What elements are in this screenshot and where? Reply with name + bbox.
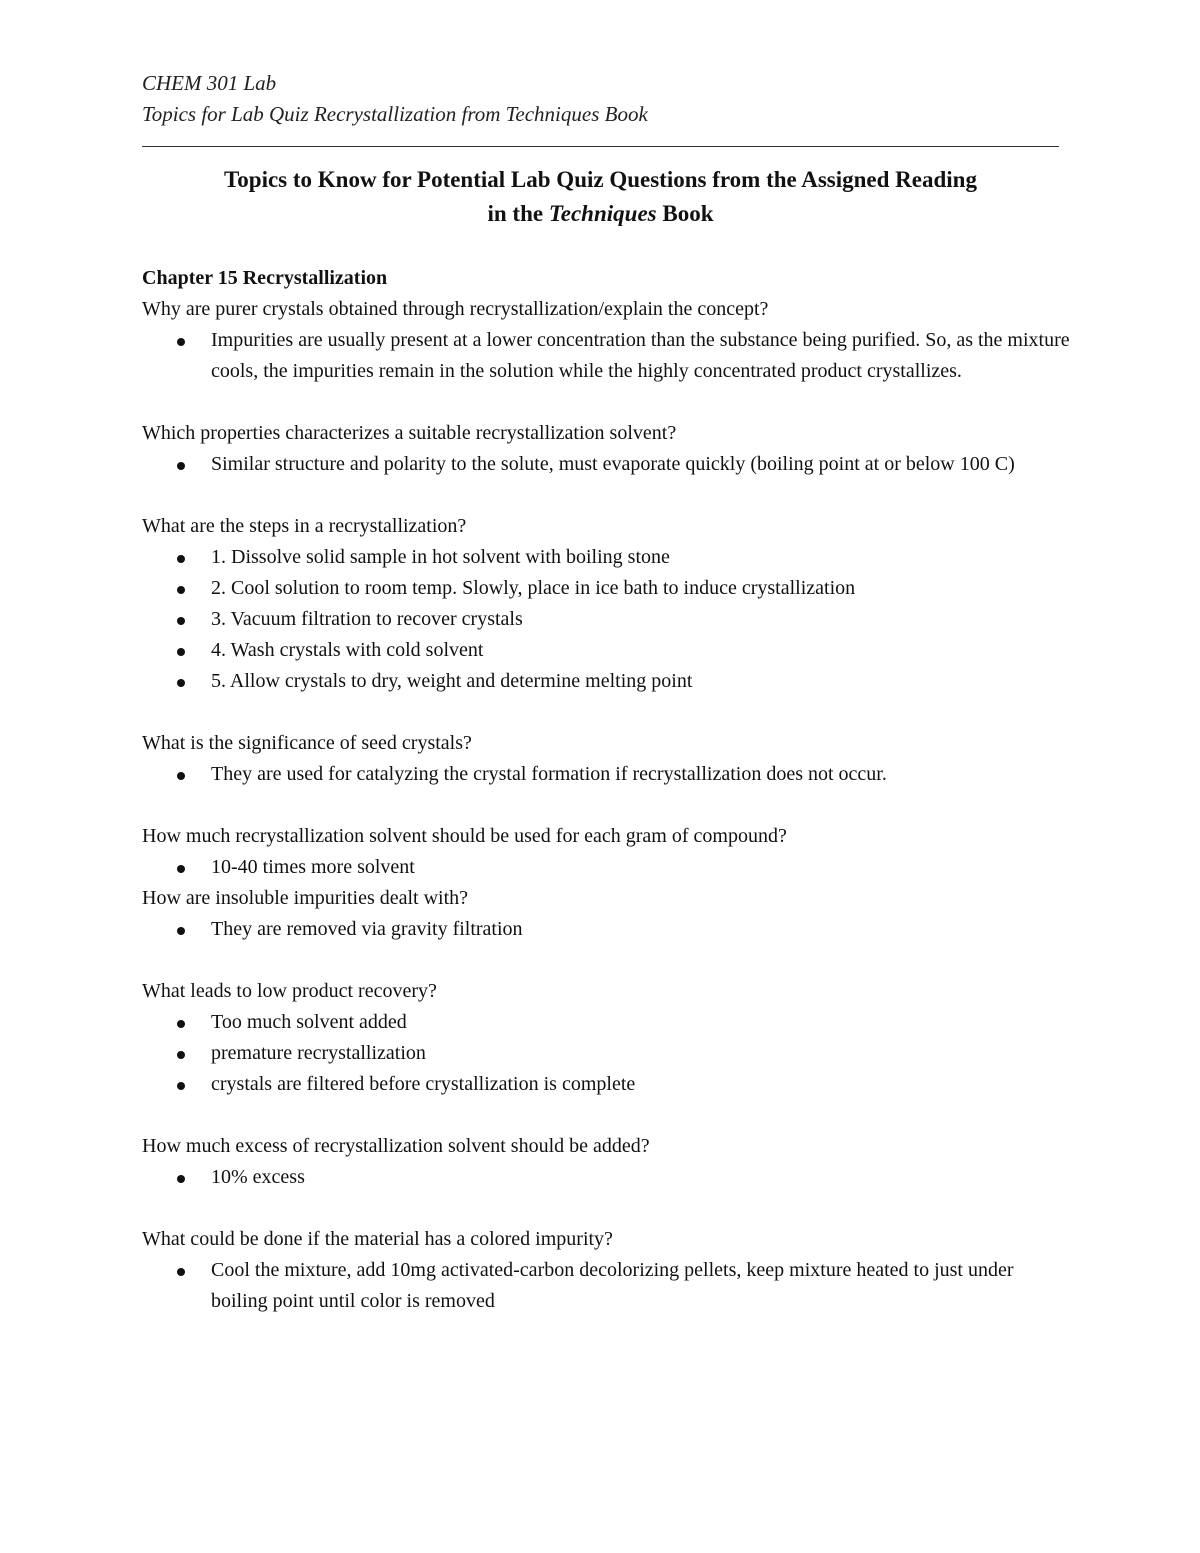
answer-text: crystals are filtered before crystallization is complete [211, 1073, 636, 1095]
question: How much excess of recrystallization solvent should be added? [142, 1135, 650, 1157]
title-book-name: Techniques [548, 201, 657, 226]
course-name: CHEM 301 Lab [142, 71, 277, 95]
title-line-2-prefix: in the [487, 201, 549, 226]
list-item [142, 449, 1072, 480]
document-body [142, 263, 1072, 1317]
list-item [142, 1038, 1072, 1069]
bullet-icon [177, 338, 185, 346]
spacer [142, 1193, 1072, 1224]
spacer [142, 387, 1072, 418]
title-line-2 [142, 197, 1059, 231]
title-line-1: Topics to Know for Potential Lab Quiz Questions from the Assigned Reading [224, 167, 977, 192]
document-subtitle: Topics for Lab Quiz Recrystallization from Techniques Book [142, 102, 648, 126]
qa-section [142, 1131, 1072, 1193]
answer-list [142, 325, 1072, 387]
spacer [142, 790, 1072, 821]
list-item [142, 852, 1072, 883]
question: What is the significance of seed crystals? [142, 732, 472, 754]
list-item [142, 1069, 1072, 1100]
bullet-icon [177, 865, 185, 873]
title-line-2-suffix: Book [656, 201, 714, 226]
bullet-icon [177, 1175, 185, 1183]
qa-section [142, 883, 1072, 945]
question: What could be done if the material has a colored impurity? [142, 1228, 613, 1250]
list-item [142, 914, 1072, 945]
question: Why are purer crystals obtained through recrystallization/explain the concept? [142, 298, 769, 320]
bullet-icon [177, 1020, 185, 1028]
list-item [142, 666, 1072, 697]
answer-text: Similar structure and polarity to the solute, must evaporate quickly (boiling point at or below 100 C) [211, 453, 1015, 475]
answer-text: 10-40 times more solvent [211, 856, 415, 878]
list-item [142, 1007, 1072, 1038]
page-title [142, 163, 1059, 231]
header-divider [142, 146, 1059, 147]
bullet-icon [177, 1268, 185, 1276]
bullet-icon [177, 1051, 185, 1059]
bullet-icon [177, 679, 185, 687]
spacer [142, 697, 1072, 728]
question: What are the steps in a recrystallization? [142, 515, 467, 537]
list-item [142, 604, 1072, 635]
question: How much recrystallization solvent should be used for each gram of compound? [142, 825, 787, 847]
bullet-icon [177, 927, 185, 935]
question: Which properties characterizes a suitable recrystallization solvent? [142, 422, 677, 444]
answer-list [142, 542, 1072, 697]
question: How are insoluble impurities dealt with? [142, 887, 469, 909]
spacer [142, 1100, 1072, 1131]
list-item [142, 759, 1072, 790]
question: What leads to low product recovery? [142, 980, 437, 1002]
answer-text: They are used for catalyzing the crystal formation if recrystallization does not occur. [211, 763, 887, 785]
bullet-icon [177, 462, 185, 470]
qa-section [142, 821, 1072, 883]
answer-text: Too much solvent added [211, 1011, 407, 1033]
answer-text: They are removed via gravity filtration [211, 918, 523, 940]
qa-section [142, 418, 1072, 480]
answer-list [142, 1255, 1072, 1317]
spacer [142, 480, 1072, 511]
bullet-icon [177, 1082, 185, 1090]
page-header [142, 68, 648, 130]
answer-list [142, 1162, 1072, 1193]
answer-text: 4. Wash crystals with cold solvent [211, 639, 484, 661]
list-item [142, 635, 1072, 666]
answer-text: Impurities are usually present at a lower concentration than the substance being purified. So, as the mixture cools, the impurities remain in the solution while the highly concentrated product crystallizes. [211, 329, 1070, 382]
answer-text: 5. Allow crystals to dry, weight and determine melting point [211, 670, 693, 692]
list-item [142, 1255, 1072, 1317]
qa-section [142, 1224, 1072, 1317]
qa-section [142, 976, 1072, 1100]
qa-section [142, 294, 1072, 387]
bullet-icon [177, 586, 185, 594]
bullet-icon [177, 617, 185, 625]
qa-section [142, 728, 1072, 790]
list-item [142, 325, 1072, 387]
answer-text: 1. Dissolve solid sample in hot solvent with boiling stone [211, 546, 670, 568]
answer-text: 3. Vacuum filtration to recover crystals [211, 608, 523, 630]
answer-text: Cool the mixture, add 10mg activated-carbon decolorizing pellets, keep mixture heated to just under boiling point until color is removed [211, 1259, 1014, 1312]
spacer [142, 945, 1072, 976]
answer-list [142, 449, 1072, 480]
bullet-icon [177, 772, 185, 780]
answer-list [142, 852, 1072, 883]
chapter-heading: Chapter 15 Recrystallization [142, 267, 388, 289]
answer-list [142, 1007, 1072, 1100]
answer-text: premature recrystallization [211, 1042, 426, 1064]
list-item [142, 542, 1072, 573]
bullet-icon [177, 555, 185, 563]
bullet-icon [177, 648, 185, 656]
qa-section [142, 511, 1072, 697]
list-item [142, 573, 1072, 604]
answer-list [142, 914, 1072, 945]
answer-list [142, 759, 1072, 790]
answer-text: 10% excess [211, 1166, 305, 1188]
list-item [142, 1162, 1072, 1193]
answer-text: 2. Cool solution to room temp. Slowly, place in ice bath to induce crystallization [211, 577, 856, 599]
